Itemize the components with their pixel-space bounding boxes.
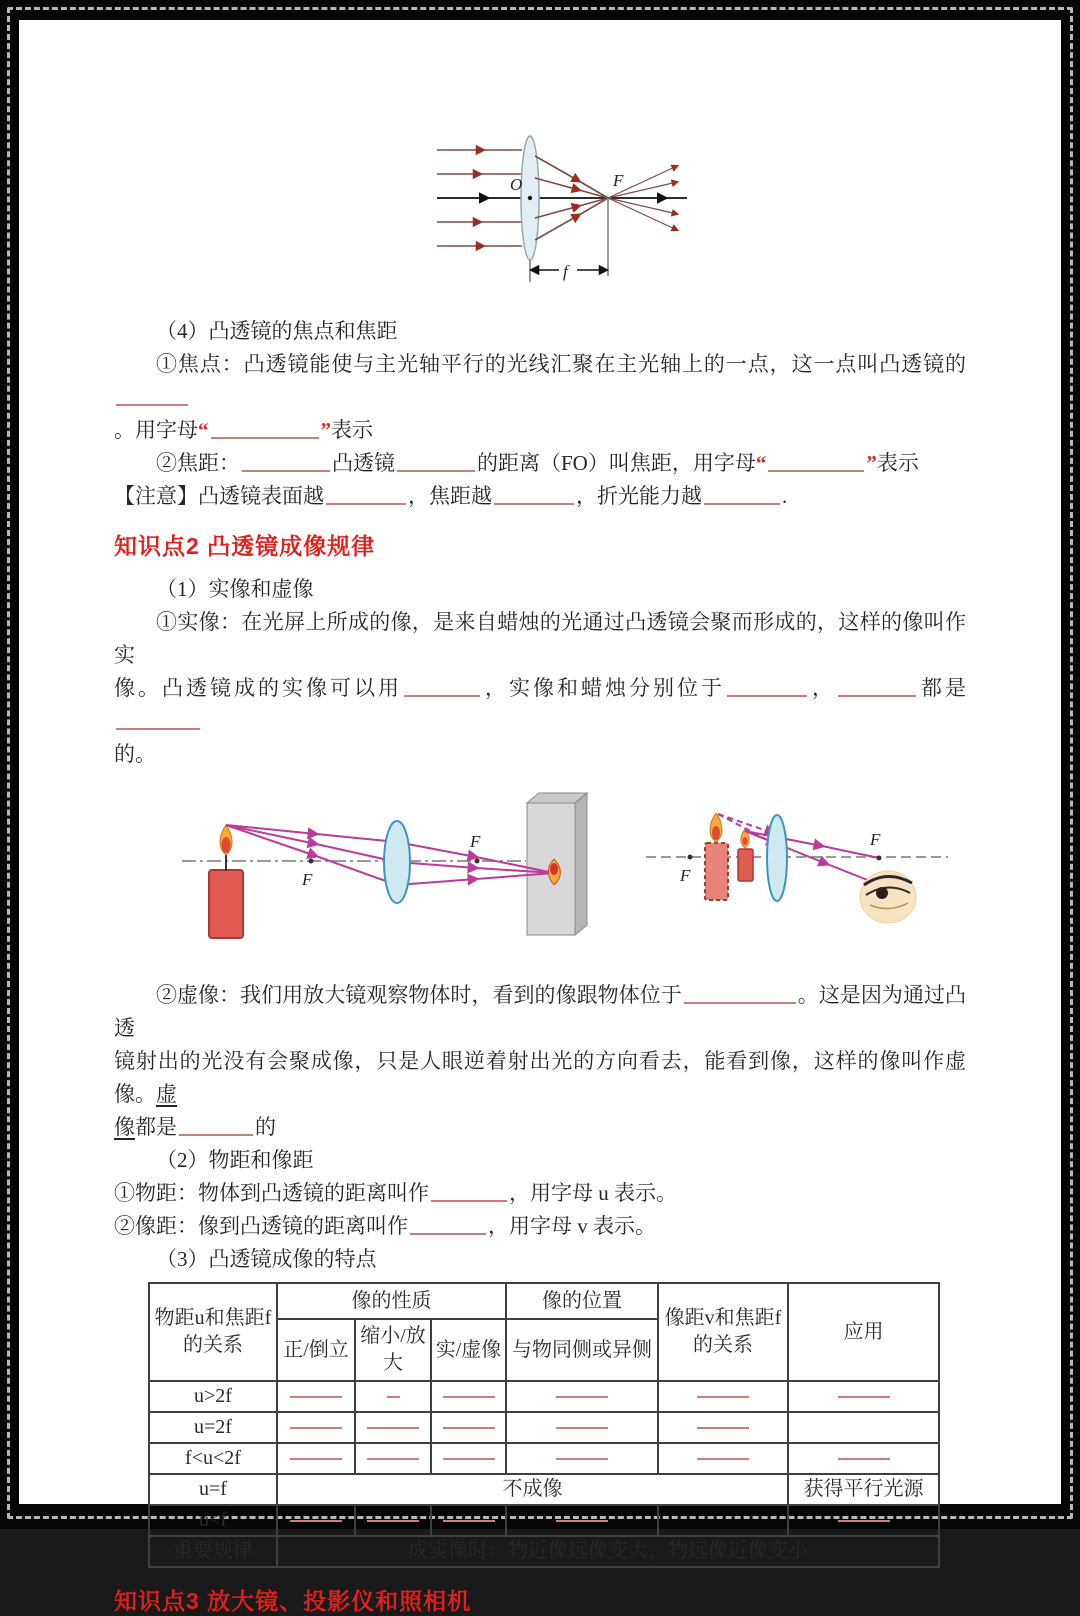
candle-object xyxy=(738,829,753,881)
text-run: . xyxy=(782,484,788,508)
blank-cell xyxy=(431,1412,506,1443)
header-reduced-enlarged: 缩小/放大 xyxy=(355,1319,431,1381)
header-same-or-opposite-side: 与物同侧或异侧 xyxy=(506,1319,658,1381)
text-run: 都是 xyxy=(135,1115,177,1139)
fill-in-blank xyxy=(727,695,807,697)
fill-in-blank xyxy=(397,470,475,472)
fill-in-blank xyxy=(367,1458,419,1460)
focal-point-right-dot xyxy=(475,859,480,864)
knowledge-point-2-heading: 知识点2 凸透镜成像规律 xyxy=(114,533,376,559)
fill-in-blank xyxy=(410,1233,486,1235)
convex-lens xyxy=(384,821,410,903)
empty-cell xyxy=(658,1505,788,1536)
underlined-text: 像 xyxy=(114,1115,135,1139)
focal-point-left-dot xyxy=(309,859,314,864)
focal-point-left-label: F xyxy=(680,866,691,885)
header-real-virtual: 实/虚像 xyxy=(431,1319,506,1381)
text-run: ，实像和蜡烛分别位于 xyxy=(482,676,725,700)
sub2-heading: （2）物距和像距 xyxy=(156,1148,314,1172)
fill-in-blank xyxy=(684,1002,796,1004)
text-run: 。用字母 xyxy=(114,418,198,442)
blank-cell xyxy=(788,1505,939,1536)
blank-cell xyxy=(355,1381,431,1412)
text-run: 的 xyxy=(255,1115,276,1139)
optical-center-label: O xyxy=(509,175,522,194)
knowledge-point-3-heading: 知识点3 放大镜、投影仪和照相机 xyxy=(114,1588,472,1614)
table-row xyxy=(149,1443,939,1474)
table-row xyxy=(149,1474,939,1505)
focal-point-right-label: F xyxy=(870,830,881,849)
text-run: 像。凸透镜成的实像可以用 xyxy=(114,676,402,700)
table-header xyxy=(149,1283,939,1381)
text-run: ，折光能力越 xyxy=(576,484,702,508)
text-run: 镜射出的光没有会聚成像，只是人眼逆着射出光的方向看去，能看到像，这样的像叫作虚像。 xyxy=(114,1049,966,1106)
imaging-diagrams xyxy=(176,785,966,965)
underlined-text: 虚 xyxy=(156,1082,177,1106)
fill-in-blank xyxy=(443,1396,495,1398)
fill-in-blank xyxy=(697,1396,749,1398)
fill-in-blank xyxy=(556,1427,608,1429)
text-cell: 成实像时：物近像远像变大，物远像近像变小 xyxy=(277,1536,939,1567)
note-paragraph xyxy=(114,480,966,513)
image-distance-paragraph xyxy=(114,1210,966,1243)
text-run: 表示 xyxy=(331,418,373,442)
row-label: u=2f xyxy=(149,1412,277,1443)
table-row xyxy=(149,1412,939,1443)
fill-in-blank xyxy=(838,1458,890,1460)
fill-in-blank xyxy=(768,470,864,472)
fill-in-blank xyxy=(367,1520,419,1522)
red-quote: “ xyxy=(755,451,767,475)
blank-cell xyxy=(431,1443,506,1474)
focal-distance-label: f xyxy=(562,262,568,281)
fill-in-blank xyxy=(556,1458,608,1460)
text-run: 的距离（FO）叫焦距，用字母 xyxy=(477,451,756,475)
fill-in-blank xyxy=(556,1520,608,1522)
fill-in-blank xyxy=(704,503,780,505)
header-object-distance: 物距u和焦距f的关系 xyxy=(149,1283,277,1381)
blank-cell xyxy=(658,1381,788,1412)
header-application: 应用 xyxy=(788,1283,939,1381)
text-run: 【注意】凸透镜表面越 xyxy=(114,484,324,508)
fill-in-blank xyxy=(443,1427,495,1429)
fill-in-blank xyxy=(404,695,480,697)
text-run: ②虚像：我们用放大镜观察物体时，看到的像跟物体位于 xyxy=(156,983,682,1007)
blank-cell xyxy=(431,1505,506,1536)
table-row xyxy=(149,1381,939,1412)
section4-title: （4）凸透镜的焦点和焦距 xyxy=(156,319,398,343)
blank-cell xyxy=(506,1443,658,1474)
blank-cell xyxy=(355,1505,431,1536)
text-run: 都是 xyxy=(918,676,966,700)
focal-point-left-label: F xyxy=(302,870,313,889)
sub3-heading: （3）凸透镜成像的特点 xyxy=(156,1247,377,1271)
fill-in-blank xyxy=(387,1396,400,1398)
table-row xyxy=(149,1536,939,1567)
focus-paragraph xyxy=(114,348,966,447)
candle-object xyxy=(209,825,243,938)
fill-in-blank xyxy=(697,1458,749,1460)
fill-in-blank xyxy=(838,1396,890,1398)
text-run: ①实像：在光屏上所成的像，是来自蜡烛的光通过凸透镜会聚而形成的，这样的像叫作实 xyxy=(114,610,966,667)
fill-in-blank xyxy=(326,503,406,505)
fill-in-blank xyxy=(443,1458,495,1460)
optical-center-dot xyxy=(527,196,531,200)
blank-cell xyxy=(277,1412,355,1443)
fill-in-blank xyxy=(838,1520,890,1522)
red-quote: ” xyxy=(320,418,331,442)
real-image-diagram xyxy=(176,785,616,965)
blank-cell xyxy=(658,1443,788,1474)
fill-in-blank xyxy=(494,503,574,505)
focal-point-left-dot xyxy=(688,855,693,860)
focal-point-right-dot xyxy=(877,856,882,861)
fill-in-blank xyxy=(290,1458,342,1460)
blank-cell xyxy=(788,1381,939,1412)
fill-in-blank xyxy=(211,437,319,439)
convex-lens xyxy=(767,815,787,901)
lens-focus-diagram-svg xyxy=(425,126,700,290)
lens-focus-diagram xyxy=(114,20,966,295)
header-image-position: 像的位置 xyxy=(506,1283,658,1319)
fill-in-blank xyxy=(431,1200,507,1202)
fill-in-blank xyxy=(290,1396,342,1398)
virtual-candle-image xyxy=(705,813,728,900)
virtual-image-paragraph xyxy=(114,979,966,1144)
text-run: ， xyxy=(809,676,836,700)
fill-in-blank xyxy=(179,1134,253,1136)
table-row xyxy=(149,1505,939,1536)
text-run: ，用字母 v 表示。 xyxy=(488,1214,656,1238)
header-image-distance: 像距v和焦距f的关系 xyxy=(658,1283,788,1381)
fill-in-blank xyxy=(697,1427,749,1429)
eye xyxy=(860,871,916,923)
blank-cell xyxy=(431,1381,506,1412)
fill-in-blank xyxy=(116,404,188,406)
document-page xyxy=(19,20,1061,1614)
text-run: 的。 xyxy=(114,742,156,766)
text-run: ①焦点：凸透镜能使与主光轴平行的光线汇聚在主光轴上的一点，这一点叫凸透镜的 xyxy=(156,352,966,376)
sub1-heading: （1）实像和虚像 xyxy=(156,577,314,601)
blank-cell xyxy=(355,1412,431,1443)
text-run: 凸透镜 xyxy=(332,451,395,475)
blank-cell xyxy=(788,1443,939,1474)
text-run: ②像距：像到凸透镜的距离叫作 xyxy=(114,1214,408,1238)
row-label: f<u<2f xyxy=(149,1443,277,1474)
fill-in-blank xyxy=(443,1520,495,1522)
text-run: ①物距：物体到凸透镜的距离叫作 xyxy=(114,1181,429,1205)
text-run: ，焦距越 xyxy=(408,484,492,508)
fill-in-blank xyxy=(556,1396,608,1398)
text-run: ②焦距： xyxy=(156,451,240,475)
blank-cell xyxy=(277,1505,355,1536)
blank-cell xyxy=(277,1443,355,1474)
blank-cell xyxy=(506,1381,658,1412)
text-cell: 获得平行光源 xyxy=(788,1474,939,1505)
focal-point-right-label: F xyxy=(470,832,481,851)
red-quote: “ xyxy=(198,418,209,442)
row-label: u=f xyxy=(149,1474,277,1505)
table-body xyxy=(149,1381,939,1567)
focal-distance-paragraph xyxy=(114,447,966,480)
focal-point-label: F xyxy=(612,171,623,190)
red-quote: ” xyxy=(866,451,877,475)
imaging-rules-table xyxy=(148,1282,940,1568)
fill-in-blank xyxy=(838,695,916,697)
text-run: 表示 xyxy=(876,451,919,475)
row-label: 重要规律 xyxy=(149,1536,277,1567)
virtual-image-diagram xyxy=(642,785,952,965)
blank-cell xyxy=(506,1412,658,1443)
fill-in-blank xyxy=(367,1427,419,1429)
blank-cell xyxy=(355,1443,431,1474)
text-run: 。这是因为通过凸透 xyxy=(114,983,967,1040)
real-image-paragraph xyxy=(114,606,966,771)
blank-cell xyxy=(658,1412,788,1443)
header-upright-inverted: 正/倒立 xyxy=(277,1319,355,1381)
row-label: u>2f xyxy=(149,1381,277,1412)
row-label: u<f xyxy=(149,1505,277,1536)
blank-cell xyxy=(277,1381,355,1412)
text-run: ，用字母 u 表示。 xyxy=(509,1181,677,1205)
fill-in-blank xyxy=(242,470,330,472)
blank-cell xyxy=(506,1505,658,1536)
text-cell: 不成像 xyxy=(277,1474,788,1505)
fill-in-blank xyxy=(290,1520,342,1522)
header-image-properties: 像的性质 xyxy=(277,1283,506,1319)
fill-in-blank xyxy=(290,1427,342,1429)
empty-cell xyxy=(788,1412,939,1443)
object-distance-paragraph xyxy=(114,1177,966,1210)
fill-in-blank xyxy=(116,728,200,730)
